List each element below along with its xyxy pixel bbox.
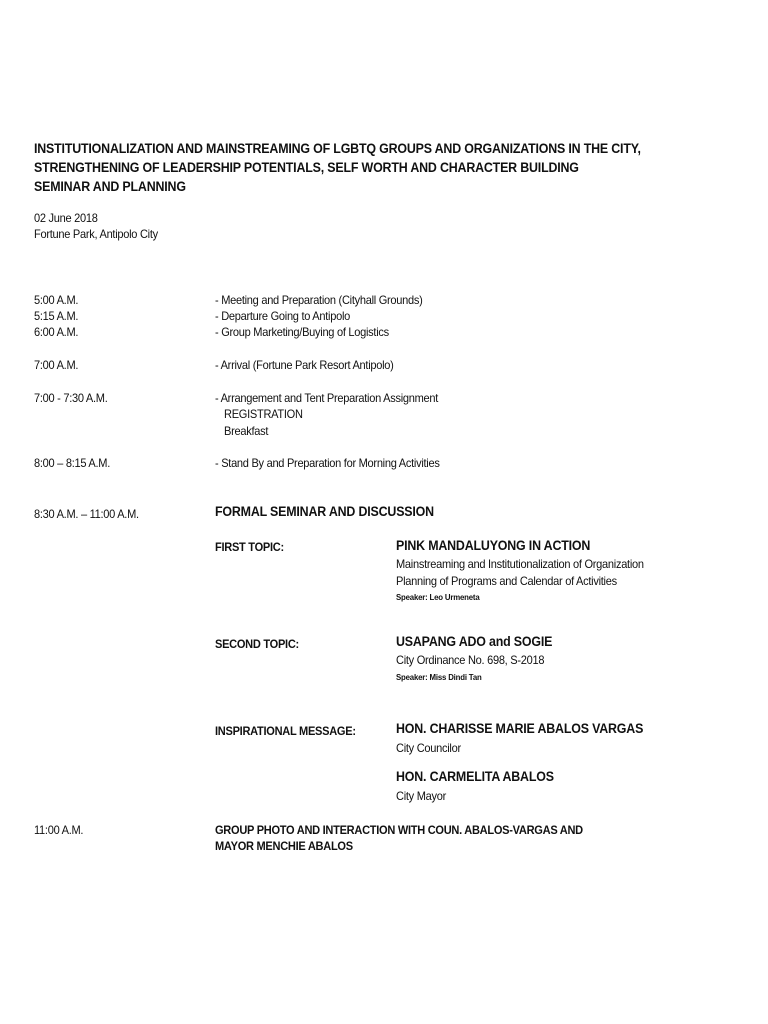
- second-topic-title: USAPANG ADO and SOGIE: [396, 634, 553, 649]
- schedule-activity: - Arrival (Fortune Park Resort Antipolo): [215, 358, 394, 372]
- schedule-subitem: Breakfast: [224, 424, 269, 438]
- inspirational-speaker-name: HON. CHARISSE MARIE ABALOS VARGAS: [396, 721, 644, 736]
- inspirational-speaker-role: City Mayor: [396, 789, 446, 803]
- first-topic-title: PINK MANDALUYONG IN ACTION: [396, 538, 591, 553]
- schedule-time: 11:00 A.M.: [34, 823, 84, 837]
- second-topic-speaker: Speaker: Miss Dindi Tan: [396, 672, 482, 682]
- schedule-activity: - Arrangement and Tent Preparation Assignment: [215, 391, 439, 405]
- schedule-subitem: REGISTRATION: [224, 407, 303, 421]
- title-line-2: STRENGTHENING OF LEADERSHIP POTENTIALS, SELF WORTH AND CHARACTER BUILDING: [34, 160, 579, 175]
- schedule-time: 7:00 A.M.: [34, 358, 79, 372]
- event-venue: Fortune Park, Antipolo City: [34, 227, 158, 241]
- schedule-activity: - Stand By and Preparation for Morning Activities: [215, 456, 440, 470]
- schedule-activity: - Departure Going to Antipolo: [215, 309, 350, 323]
- first-topic-speaker: Speaker: Leo Urmeneta: [396, 592, 480, 602]
- inspirational-speaker-name: HON. CARMELITA ABALOS: [396, 769, 554, 784]
- schedule-activity: MAYOR MENCHIE ABALOS: [215, 839, 353, 853]
- title-line-3: SEMINAR AND PLANNING: [34, 179, 186, 194]
- first-topic-line: Planning of Programs and Calendar of Activities: [396, 574, 617, 588]
- schedule-time: 5:00 A.M.: [34, 293, 79, 307]
- seminar-heading: FORMAL SEMINAR AND DISCUSSION: [215, 504, 434, 519]
- second-topic-label: SECOND TOPIC:: [215, 637, 299, 651]
- schedule-time: 8:00 – 8:15 A.M.: [34, 456, 110, 470]
- schedule-activity: GROUP PHOTO AND INTERACTION WITH COUN. ABALOS-VARGAS AND: [215, 823, 583, 837]
- first-topic-label: FIRST TOPIC:: [215, 540, 284, 554]
- inspirational-label: INSPIRATIONAL MESSAGE:: [215, 724, 356, 738]
- schedule-time: 8:30 A.M. – 11:00 A.M.: [34, 507, 139, 521]
- inspirational-speaker-role: City Councilor: [396, 741, 461, 755]
- schedule-activity: - Group Marketing/Buying of Logistics: [215, 325, 389, 339]
- second-topic-line: City Ordinance No. 698, S-2018: [396, 653, 545, 667]
- title-line-1: INSTITUTIONALIZATION AND MAINSTREAMING OF LGBTQ GROUPS AND ORGANIZATIONS IN THE CITY,: [34, 141, 641, 156]
- event-date: 02 June 2018: [34, 211, 98, 225]
- schedule-time: 5:15 A.M.: [34, 309, 79, 323]
- schedule-time: 6:00 A.M.: [34, 325, 79, 339]
- schedule-time: 7:00 - 7:30 A.M.: [34, 391, 108, 405]
- first-topic-line: Mainstreaming and Institutionalization of Organization: [396, 557, 644, 571]
- schedule-activity: - Meeting and Preparation (Cityhall Grounds): [215, 293, 423, 307]
